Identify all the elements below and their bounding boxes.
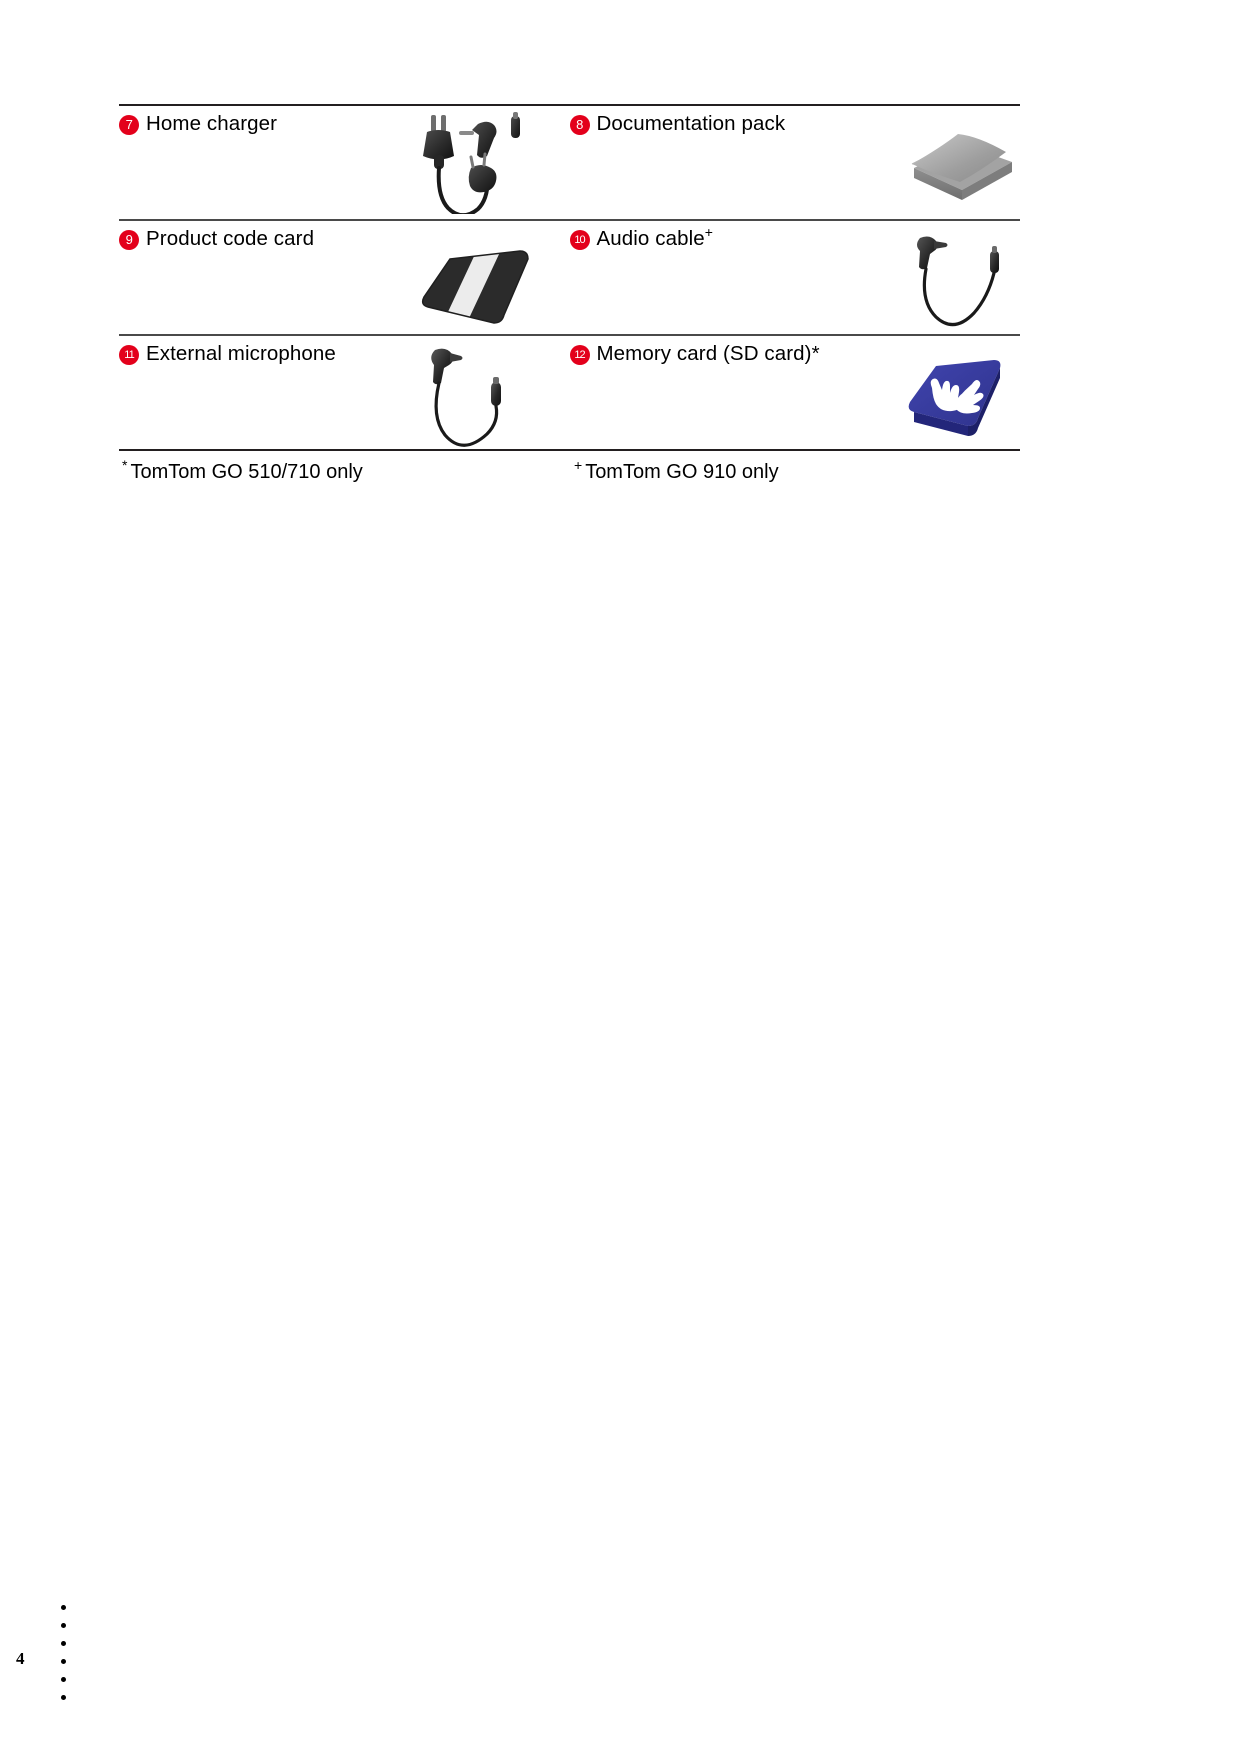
accessory-cell-product-code-card bbox=[119, 221, 570, 334]
accessory-name bbox=[597, 226, 714, 252]
footnote-text: TomTom GO 510/710 only bbox=[130, 461, 363, 483]
accessory-cell-external-microphone bbox=[119, 336, 570, 449]
product-code-card-photo bbox=[412, 245, 542, 329]
accessory-name: Home charger bbox=[146, 112, 278, 135]
accessory-name-superscript: + bbox=[704, 224, 714, 241]
footnote-mark: * bbox=[122, 457, 128, 474]
table-row bbox=[119, 106, 1020, 219]
table-bottom-rule bbox=[119, 449, 1020, 451]
item-number-badge: 12 bbox=[570, 345, 590, 365]
accessory-name: External microphone bbox=[146, 342, 336, 365]
documentation-pack-photo bbox=[900, 120, 1020, 208]
footer-dot bbox=[61, 1641, 66, 1646]
footer-dot bbox=[61, 1605, 66, 1610]
accessory-label bbox=[119, 226, 314, 252]
table-row bbox=[119, 221, 1020, 334]
accessory-cell-home-charger bbox=[119, 106, 570, 219]
footer-dot bbox=[61, 1695, 66, 1700]
accessory-table bbox=[119, 104, 1020, 451]
footnote-mark: + bbox=[574, 457, 583, 474]
page-footer bbox=[16, 1605, 96, 1715]
table-row bbox=[119, 336, 1020, 449]
accessory-name: Documentation pack bbox=[596, 112, 786, 135]
item-number-badge: 7 bbox=[119, 115, 139, 135]
footnotes bbox=[122, 459, 1023, 485]
accessory-label bbox=[570, 341, 820, 367]
footnote-asterisk bbox=[122, 459, 574, 485]
accessory-cell-memory-card bbox=[570, 336, 1021, 449]
item-number-badge: 11 bbox=[119, 345, 139, 365]
footer-dot bbox=[61, 1623, 66, 1628]
item-number-badge: 8 bbox=[570, 115, 590, 135]
accessory-name-text: Audio cable bbox=[596, 227, 705, 250]
footnote-plus bbox=[574, 459, 779, 485]
accessory-label bbox=[570, 226, 714, 252]
accessory-label bbox=[119, 111, 277, 137]
accessory-label bbox=[570, 111, 786, 137]
accessory-cell-audio-cable bbox=[570, 221, 1021, 334]
accessory-cell-documentation-pack bbox=[570, 106, 1021, 219]
accessory-name: Product code card bbox=[146, 227, 315, 250]
home-charger-photo bbox=[414, 112, 544, 214]
accessory-name: Memory card (SD card)* bbox=[596, 342, 820, 365]
item-number-badge: 9 bbox=[119, 230, 139, 250]
accessory-label bbox=[119, 341, 336, 367]
memory-card-sd-photo bbox=[900, 356, 1016, 442]
audio-cable-photo bbox=[906, 233, 1016, 333]
footer-dot-column bbox=[61, 1605, 66, 1700]
item-number-badge: 10 bbox=[570, 230, 590, 250]
footer-dot bbox=[61, 1659, 66, 1664]
footer-dot bbox=[61, 1677, 66, 1682]
page-number: 4 bbox=[16, 1649, 25, 1668]
external-microphone-photo bbox=[419, 346, 529, 449]
footnote-text: TomTom GO 910 only bbox=[585, 461, 779, 483]
